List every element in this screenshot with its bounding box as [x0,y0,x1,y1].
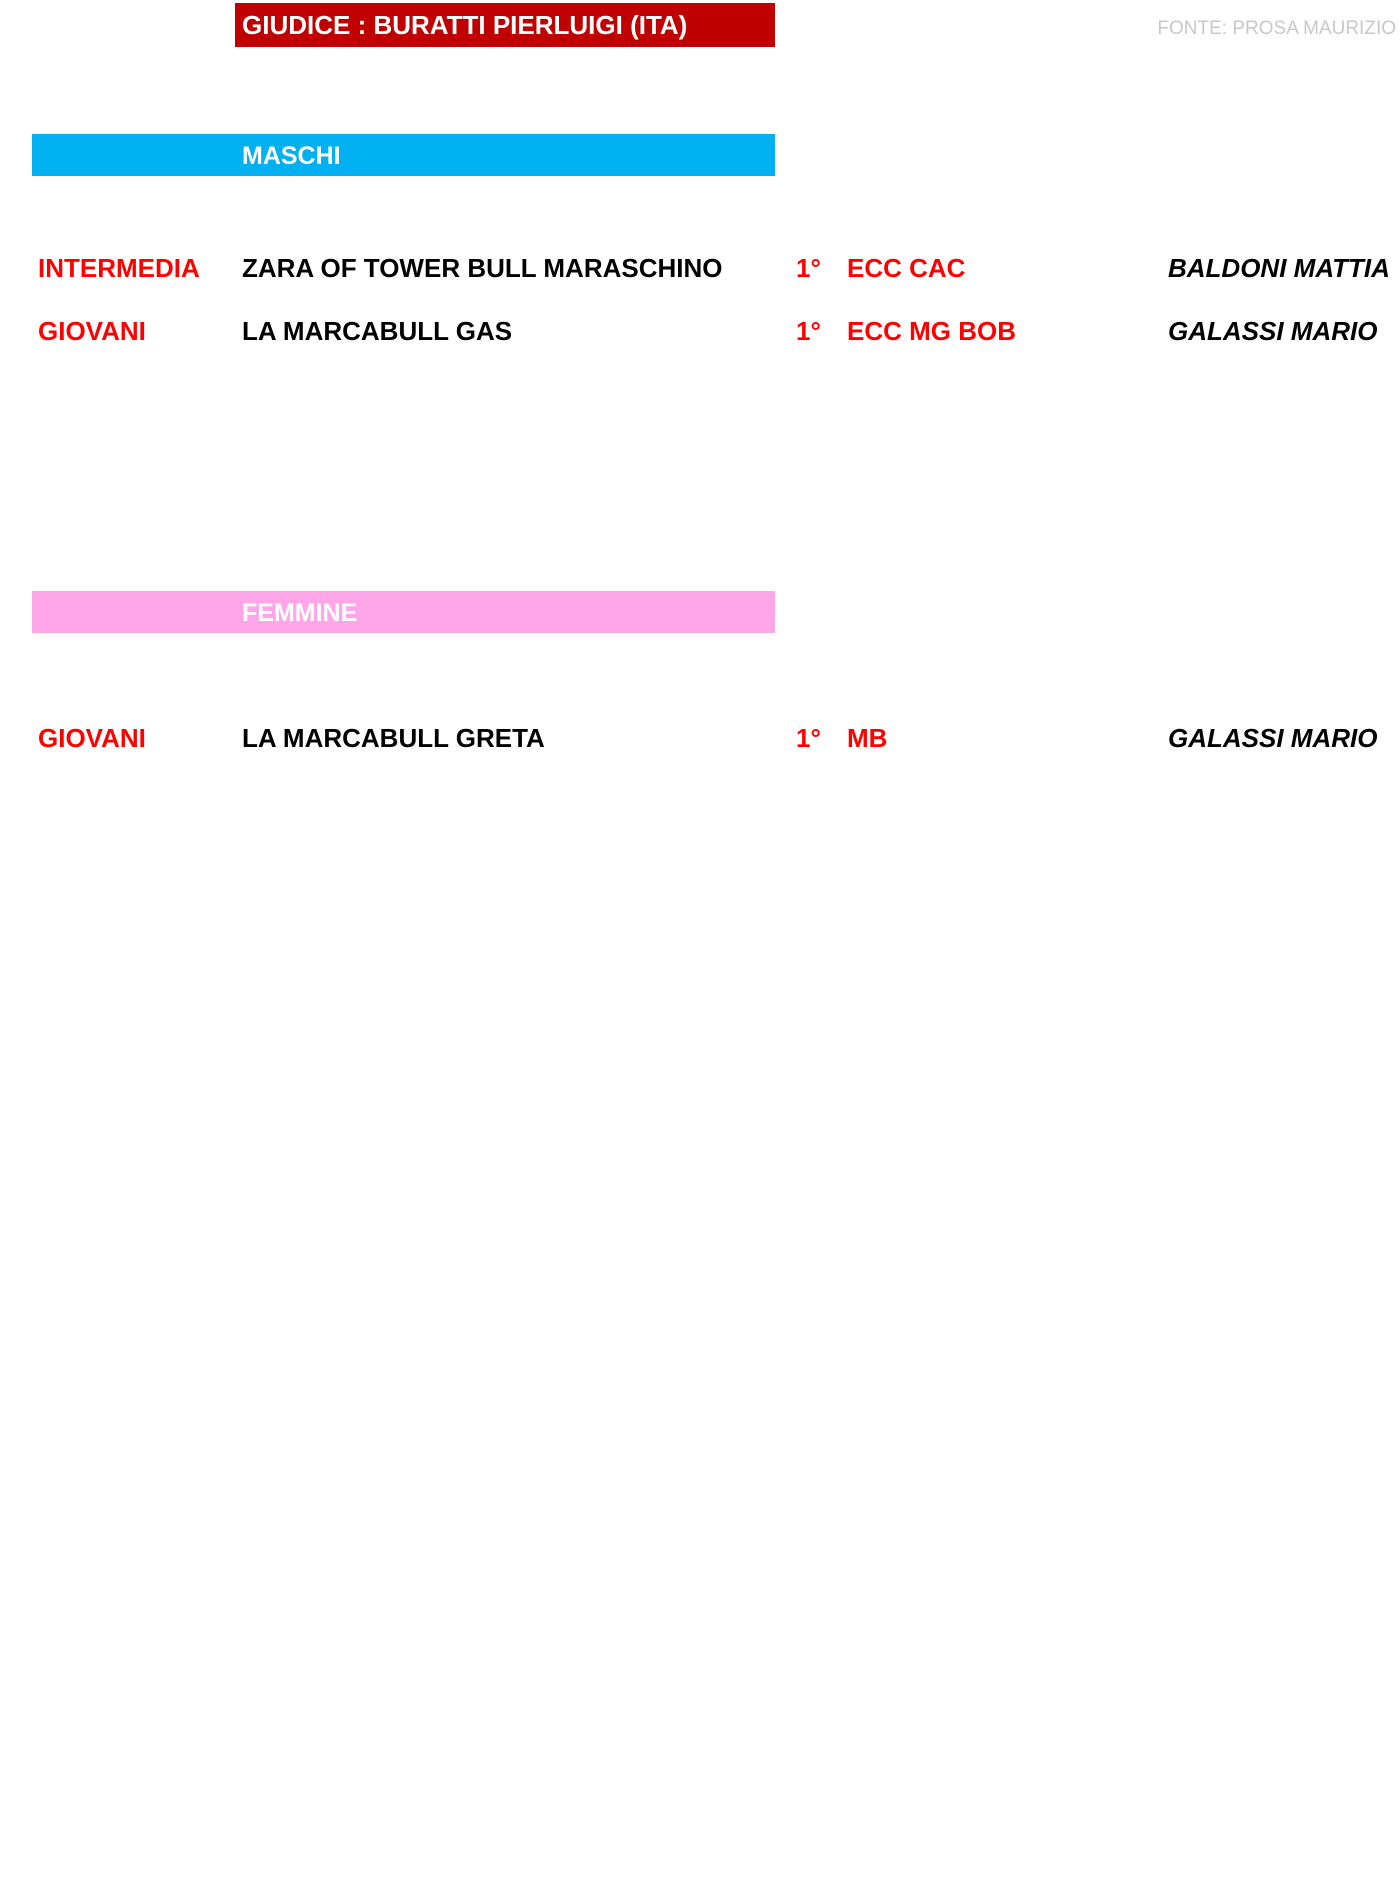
row-qualification: MB [847,723,888,753]
row-placement: 1° [796,253,821,283]
row-owner: GALASSI MARIO [1168,316,1378,346]
female-section-banner [32,591,775,633]
female-section-title: FEMMINE [242,599,358,627]
result-row-female-1 [0,721,1400,755]
row-class: GIOVANI [38,723,146,753]
row-owner: GALASSI MARIO [1168,723,1378,753]
row-owner: BALDONI MATTIA [1168,253,1390,283]
row-qualification: ECC MG BOB [847,316,1016,346]
row-dog-name: LA MARCABULL GRETA [242,723,545,753]
result-row-male-1 [0,251,1400,285]
row-class: INTERMEDIA [38,253,200,283]
result-row-male-2 [0,314,1400,348]
row-qualification: ECC CAC [847,253,966,283]
row-dog-name: LA MARCABULL GAS [242,316,513,346]
judge-title: GIUDICE : BURATTI PIERLUIGI (ITA) [242,10,688,40]
row-placement: 1° [796,316,821,346]
row-dog-name: ZARA OF TOWER BULL MARASCHINO [242,253,723,283]
source-credit: FONTE: PROSA MAURIZIO [1157,18,1396,39]
male-section-banner [32,134,775,176]
male-section-title: MASCHI [242,142,341,170]
row-class: GIOVANI [38,316,146,346]
row-placement: 1° [796,723,821,753]
